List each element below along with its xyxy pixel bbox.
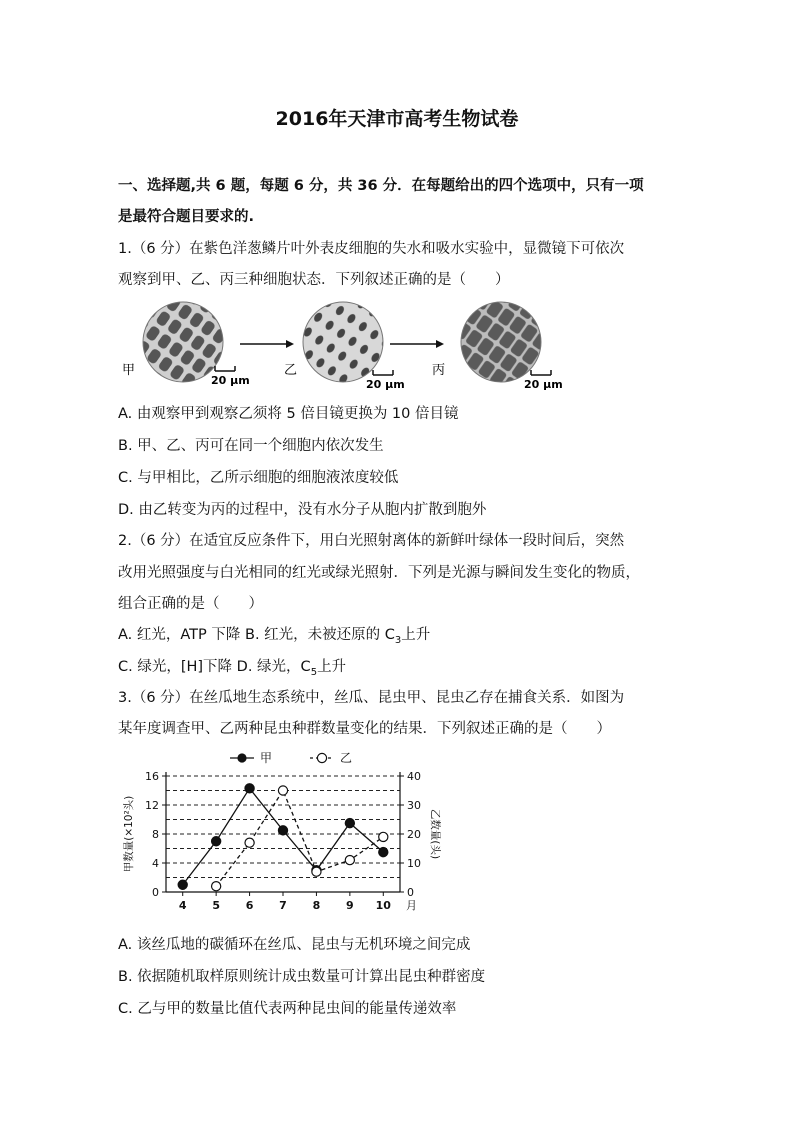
q3-stem: 3.（6 分）在丝瓜地生态系统中，丝瓜、昆虫甲、昆虫乙存在捕食关系．如图为 — [118, 690, 625, 706]
data-point-乙 — [312, 867, 321, 876]
y-tick-label-right: 10 — [407, 857, 421, 870]
y-tick-label-left: 0 — [152, 886, 159, 899]
page-title: 2016年天津市高考生物试卷 — [275, 108, 519, 130]
x-tick-label: 5 — [212, 899, 220, 912]
legend-label-乙: 乙 — [340, 751, 353, 765]
y-tick-label-right: 0 — [407, 886, 414, 899]
data-point-甲 — [345, 819, 354, 828]
x-tick-label: 8 — [312, 899, 321, 912]
q3-option-a: A. 该丝瓜地的碳循环在丝瓜、昆虫与无机环境之间完成 — [118, 937, 471, 953]
data-point-乙 — [379, 832, 388, 841]
q1-option-b: B. 甲、乙、丙可在同一个细胞内依次发生 — [118, 438, 384, 454]
micrograph-jia — [143, 302, 223, 382]
legend-label-甲: 甲 — [260, 751, 273, 765]
section-heading-cont: 是最符合题目要求的. — [118, 209, 255, 225]
arrow-1-icon — [240, 340, 294, 348]
data-point-甲 — [278, 826, 287, 835]
q2-options-cd: C. 绿光，[H]下降 D. 绿光，$C_5$上升 — [118, 659, 347, 678]
data-point-乙 — [245, 838, 254, 847]
y-tick-label-right: 40 — [407, 770, 421, 783]
y-tick-label-right: 30 — [407, 799, 421, 812]
y-axis-label-left: 甲数量(×10²头) — [123, 795, 135, 873]
series-line-甲 — [183, 788, 384, 884]
x-axis-label: 月 — [406, 899, 417, 912]
data-point-乙 — [212, 882, 221, 891]
x-tick-label: 4 — [178, 899, 187, 912]
x-tick-label: 6 — [245, 899, 254, 912]
scale-bing: 20 μm — [524, 378, 563, 391]
y-tick-label-left: 12 — [145, 799, 159, 812]
micrograph-yi — [303, 302, 383, 382]
section-heading: 一、选择题,共 6 题，每题 6 分，共 36 分．在每题给出的四个选项中，只有一项 — [118, 178, 644, 194]
label-yi: 乙 — [284, 363, 298, 378]
data-point-乙 — [345, 856, 354, 865]
q3-option-b: B. 依据随机取样原则统计成虫数量可计算出昆虫种群密度 — [118, 969, 486, 985]
q2-stem-cont2: 组合正确的是（ ） — [118, 596, 263, 612]
q2-stem-cont: 改用光照强度与白光相同的红光或绿光照射．下列是光源与瞬间发生变化的物质， — [118, 565, 640, 581]
label-bing: 丙 — [432, 363, 446, 378]
q1-option-d: D. 由乙转变为丙的过程中，没有水分子从胞内扩散到胞外 — [118, 502, 487, 518]
cell-micrograph-figure — [118, 298, 578, 393]
y-axis-label-right: 乙数量(头) — [429, 808, 441, 860]
legend-marker-乙 — [317, 753, 326, 762]
y-tick-label-right: 20 — [407, 828, 421, 841]
arrow-2-icon — [390, 340, 444, 348]
data-point-乙 — [278, 786, 287, 795]
micrograph-bing — [461, 302, 541, 382]
q3-stem-cont: 某年度调查甲、乙两种昆虫种群数量变化的结果．下列叙述正确的是（ ） — [118, 721, 611, 737]
y-tick-label-left: 16 — [145, 770, 159, 783]
insect-population-chart — [118, 746, 448, 922]
q1-option-a: A. 由观察甲到观察乙须将 5 倍目镜更换为 10 倍目镜 — [118, 406, 459, 422]
data-point-甲 — [212, 837, 221, 846]
legend-marker-甲 — [237, 753, 246, 762]
x-tick-label: 10 — [375, 899, 391, 912]
label-jia: 甲 — [122, 363, 136, 378]
x-tick-label: 7 — [279, 899, 287, 912]
scale-jia: 20 μm — [211, 374, 250, 387]
data-point-甲 — [178, 880, 187, 889]
q2-stem: 2.（6 分）在适宜反应条件下，用白光照射离体的新鲜叶绿体一段时间后，突然 — [118, 533, 625, 549]
q1-stem-cont: 观察到甲、乙、丙三种细胞状态．下列叙述正确的是（ ） — [118, 272, 510, 288]
data-point-甲 — [245, 784, 254, 793]
y-tick-label-left: 4 — [152, 857, 159, 870]
x-tick-label: 9 — [346, 899, 354, 912]
q1-stem: 1.（6 分）在紫色洋葱鳞片叶外表皮细胞的失水和吸水实验中，显微镜下可依次 — [118, 241, 625, 257]
q2-options-ab: A. 红光，ATP 下降 B. 红光，未被还原的 $C_3$上升 — [118, 627, 431, 646]
y-tick-label-left: 8 — [152, 828, 159, 841]
data-point-甲 — [379, 848, 388, 857]
q1-option-c: C. 与甲相比，乙所示细胞的细胞液浓度较低 — [118, 470, 399, 486]
scale-yi: 20 μm — [366, 378, 405, 391]
q3-option-c: C. 乙与甲的数量比值代表两种昆虫间的能量传递效率 — [118, 1001, 457, 1017]
